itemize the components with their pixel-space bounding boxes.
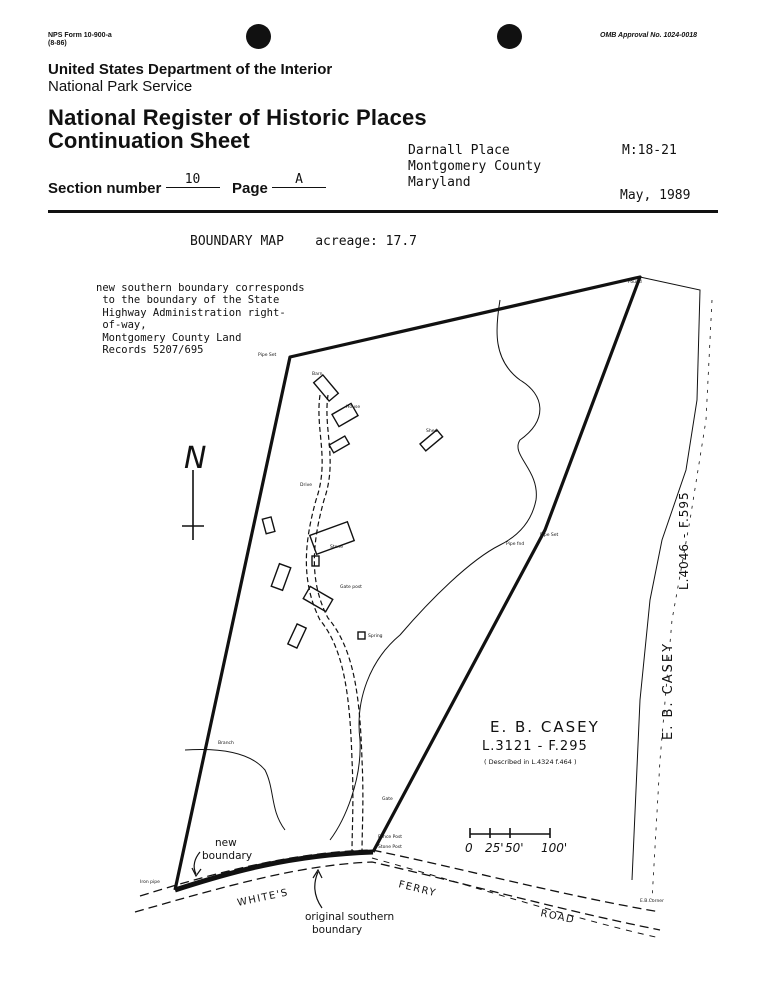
form-subtitle: Continuation Sheet xyxy=(48,128,250,153)
original-boundary-arrow xyxy=(315,872,322,908)
liber-casey-center: L.3121 - F.295 xyxy=(482,739,588,754)
original-boundary-label-1: original southern xyxy=(305,911,395,923)
agency-name: National Park Service xyxy=(48,78,193,95)
north-arrow xyxy=(182,470,204,540)
new-boundary-label-1: new xyxy=(215,837,237,849)
department-name: United States Department of the Interior xyxy=(48,61,333,78)
building-southwest xyxy=(288,624,306,648)
form-number-text: NPS Form 10-900-a xyxy=(48,32,112,39)
label-barn: Barn xyxy=(312,372,323,377)
creek-line xyxy=(185,750,285,830)
note-line: Records 5207/695 xyxy=(96,344,204,357)
label-stone-post: Stone Post xyxy=(378,845,402,850)
building-central xyxy=(303,586,333,611)
note-line: Montgomery County Land xyxy=(96,331,242,344)
owner-casey-right: E. B. CASEY xyxy=(661,641,676,740)
original-boundary-label-2: boundary xyxy=(312,924,363,936)
label-gate: Gate xyxy=(382,797,393,802)
note-line: of-way, xyxy=(96,319,147,332)
label-pipe-set: Pipe Set xyxy=(258,353,277,358)
scale-label: 25' xyxy=(485,841,504,855)
label-stone: Stone xyxy=(330,545,343,550)
section-number-value: 10 xyxy=(166,172,220,188)
owner-casey-center: E. B. CASEY xyxy=(490,718,600,736)
north-label: N xyxy=(184,441,207,476)
label-found-corner: Found xyxy=(628,280,642,285)
inventory-number: M:18-21 xyxy=(622,143,677,158)
road-label-road: ROAD xyxy=(539,908,577,927)
adjacent-parcel-dashed xyxy=(652,300,712,900)
scale-ticks xyxy=(465,828,567,855)
section-label: Section number xyxy=(48,180,162,197)
label-es-corner: E.B.Corner xyxy=(640,899,664,904)
label-pipe-set-east: Pipe Set xyxy=(540,533,559,538)
form-title: National Register of Historic Places xyxy=(48,105,427,130)
map-acreage: acreage: 17.7 xyxy=(315,234,417,249)
label-fence-post: Fence Post xyxy=(378,835,403,840)
road-edge-outer xyxy=(372,858,660,938)
page-value: A xyxy=(272,172,326,188)
property-county: Montgomery County xyxy=(408,159,542,174)
road-edge-south xyxy=(135,862,660,930)
property-name: Darnall Place xyxy=(408,143,510,158)
building-west xyxy=(271,564,290,591)
building-spring xyxy=(358,632,365,639)
road-label-ferry: FERRY xyxy=(397,879,438,900)
note-line: new southern boundary corresponds xyxy=(96,282,305,294)
map-title: BOUNDARY MAP xyxy=(190,234,284,249)
omb-approval: OMB Approval No. 1024-0018 xyxy=(600,32,697,39)
label-drive: Drive xyxy=(300,483,312,488)
label-iron-pipe: Iron pipe xyxy=(140,880,160,885)
label-pipe-found: Pipe fnd xyxy=(506,542,525,547)
scale-label: 50' xyxy=(505,841,524,855)
liber-casey-right: L.4046 - F.595 xyxy=(677,491,691,590)
road-label-whites: WHITE'S xyxy=(236,887,290,909)
form-revision-text: (8-86) xyxy=(48,40,67,47)
label-spring: Spring xyxy=(368,634,383,639)
label-shed: Shed xyxy=(426,429,438,434)
new-boundary-label-2: boundary xyxy=(202,850,253,862)
label-creek: Branch xyxy=(218,741,234,746)
described-note: ( Described in L.4324 f.464 ) xyxy=(484,758,577,766)
label-gate-post: Gate post xyxy=(340,585,362,590)
sheet-date: May, 1989 xyxy=(620,188,691,203)
property-boundary xyxy=(175,277,640,890)
building-shed-a xyxy=(329,436,349,453)
buildings xyxy=(262,375,442,648)
note-line: to the boundary of the State xyxy=(96,294,280,307)
building-barn xyxy=(314,375,339,401)
scale-label: 0 xyxy=(465,841,473,855)
property-state: Maryland xyxy=(408,175,471,190)
note-line: Highway Administration right- xyxy=(96,306,286,319)
label-house: House xyxy=(346,405,361,410)
new-boundary-arrowhead xyxy=(192,868,201,876)
page-label: Page xyxy=(232,180,268,197)
scale-label: 100' xyxy=(541,841,568,855)
building-small-a xyxy=(262,517,275,534)
building-small-b xyxy=(312,556,319,566)
